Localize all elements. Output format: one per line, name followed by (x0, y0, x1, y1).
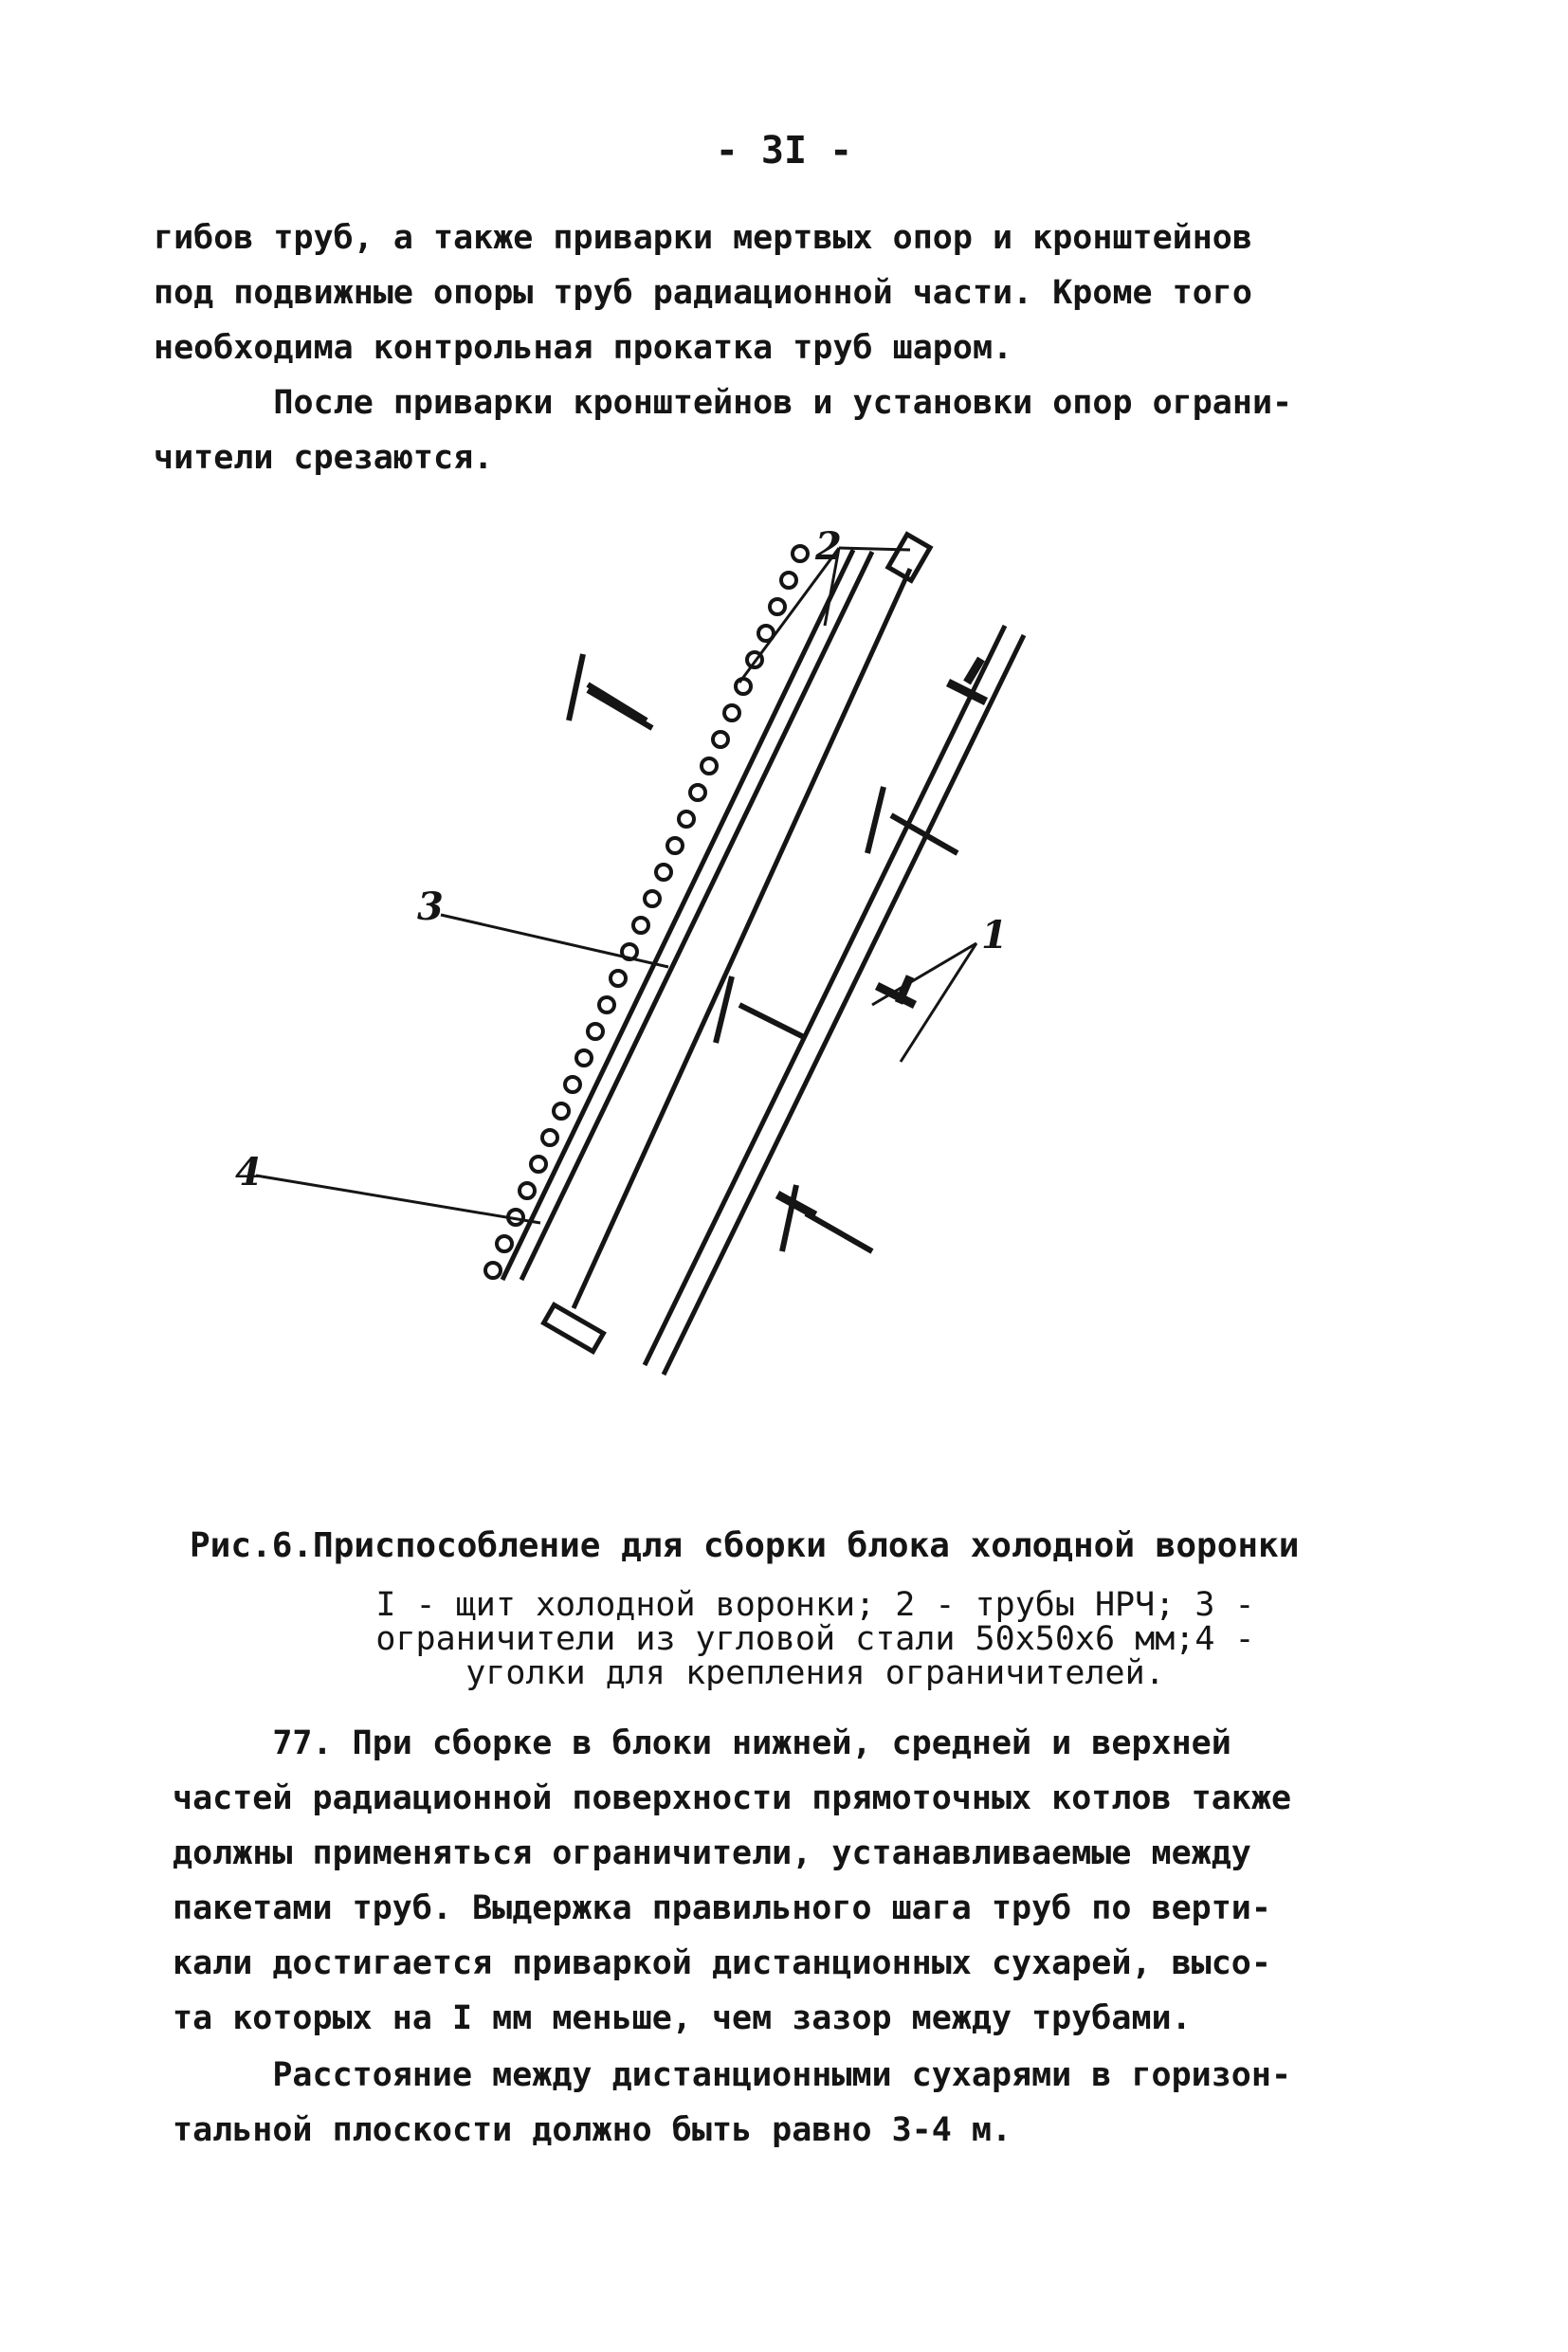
text-line: пакетами труб. Выдержка правильного шага труб по верти- (173, 1889, 1271, 1927)
tube (645, 891, 660, 906)
text-line: 77. При сборке в блоки нижней, средней и верхней (173, 1724, 1231, 1762)
panel-rail (521, 552, 872, 1280)
limiter-bracket (588, 690, 652, 728)
figure-caption-legend (284, 1588, 1346, 1690)
text-line: После приварки кронштейнов и установки опор ограни- (154, 384, 1293, 422)
text-line: та которых на I мм меньше, чем зазор между трубами. (173, 1999, 1192, 2037)
tube (724, 705, 739, 720)
tube (588, 1024, 603, 1039)
text-line: должны применяться ограничители, устанавливаемые между (173, 1834, 1251, 1872)
legend-line: ограничители из угловой стали 50х50х6 мм;4 - (375, 1620, 1255, 1658)
panel-rail (502, 550, 853, 1280)
tube (690, 785, 705, 800)
limiter-bracket (782, 1185, 872, 1251)
tube (599, 997, 614, 1012)
limiter-bracket (716, 976, 806, 1043)
paragraph-distance (173, 2048, 1443, 2158)
label-2: 2 (815, 524, 842, 569)
text-line: необходима контрольная прокатка труб шаром. (154, 329, 1013, 367)
tube (611, 971, 626, 986)
paragraph-2 (154, 375, 1424, 485)
text-line: кали достигается приваркой дистанционных сухарей, высо- (173, 1944, 1271, 1982)
tube (520, 1183, 535, 1198)
tube (633, 918, 648, 933)
text-line: под подвижные опоры труб радиационной части. Кроме того (154, 274, 1252, 312)
tube (679, 811, 694, 827)
tube (702, 758, 717, 774)
tube (793, 546, 808, 561)
tube (713, 732, 728, 747)
label-3: 3 (417, 884, 444, 929)
figure-caption-title: Рис.6.Приспособление для сборки блока холодной воронки (190, 1526, 1300, 1565)
text-line: гибов труб, а также приварки мертвых опор и кронштейнов (154, 219, 1252, 257)
tube (542, 1130, 557, 1145)
text-line: Расстояние между дистанционными сухарями в горизон- (173, 2056, 1292, 2094)
tube (531, 1157, 546, 1172)
label-4: 4 (235, 1150, 262, 1194)
tube (770, 599, 785, 614)
tube (781, 573, 796, 588)
page-number: - 3I - (715, 129, 853, 173)
tube (485, 1263, 501, 1278)
tube (656, 865, 671, 880)
label-1: 1 (981, 913, 1008, 957)
tube (736, 679, 751, 694)
limiter-bracket (569, 654, 647, 720)
legend-line: I - щит холодной воронки; 2 - трубы НРЧ; 3 - (375, 1586, 1255, 1624)
text-line: частей радиационной поверхности прямоточных котлов также (173, 1779, 1292, 1817)
text-line: чители срезаются. (154, 439, 494, 477)
leader-lines (256, 548, 976, 1223)
assembly-fixture-drawing (235, 524, 1176, 1441)
legend-line: уголки для крепления ограничителей. (465, 1654, 1165, 1692)
tube (554, 1103, 569, 1119)
tube (576, 1050, 592, 1066)
text-line: тальной плоскости должно быть равно 3-4 м. (173, 2111, 1012, 2149)
tube (565, 1077, 580, 1092)
paragraph-1 (154, 210, 1424, 375)
tube (497, 1236, 512, 1251)
paragraph-77 (173, 1716, 1443, 2046)
shield-plate (777, 659, 986, 1215)
tube (667, 838, 683, 853)
panel-rail (645, 626, 1005, 1365)
